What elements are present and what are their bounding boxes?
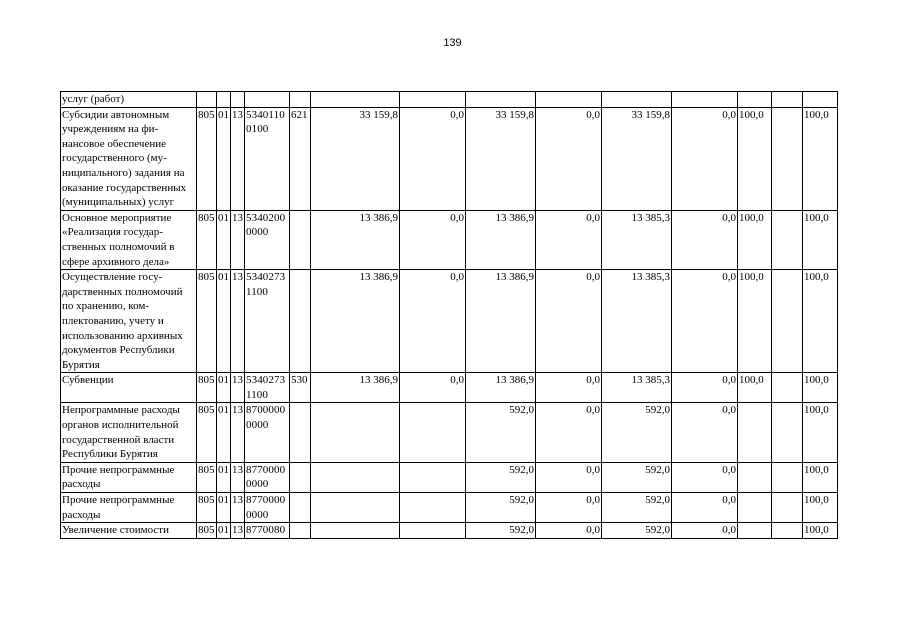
expense-type-code bbox=[290, 523, 311, 539]
amount-cell bbox=[311, 523, 400, 539]
item-name: Прочие непрограммные расходы bbox=[61, 493, 197, 523]
target-article-code: 87000000000 bbox=[245, 403, 290, 462]
amount-cell: 0,0 bbox=[672, 462, 738, 492]
amount-cell bbox=[400, 92, 466, 108]
percent-cell bbox=[772, 373, 803, 403]
amount-cell: 592,0 bbox=[466, 523, 536, 539]
section-code: 01 bbox=[217, 493, 231, 523]
table-row bbox=[61, 107, 838, 210]
amount-cell: 592,0 bbox=[602, 493, 672, 523]
expense-type-code bbox=[290, 462, 311, 492]
item-name: Непрограммные расходы органов исполнительной государственной власти Республики Бурятия bbox=[61, 403, 197, 462]
section-code: 01 bbox=[217, 523, 231, 539]
grbs-code: 805 bbox=[197, 523, 217, 539]
subsection-code: 13 bbox=[231, 493, 245, 523]
amount-cell bbox=[672, 92, 738, 108]
percent-cell bbox=[772, 523, 803, 539]
percent-cell: 100,0 bbox=[803, 462, 838, 492]
target-article-code: 53402731100 bbox=[245, 373, 290, 403]
grbs-code: 805 bbox=[197, 462, 217, 492]
amount-cell: 0,0 bbox=[400, 373, 466, 403]
amount-cell: 13 385,3 bbox=[602, 270, 672, 373]
grbs-code bbox=[197, 92, 217, 108]
budget-table bbox=[60, 91, 838, 539]
item-name: Прочие непрограммные расходы bbox=[61, 462, 197, 492]
amount-cell: 0,0 bbox=[400, 107, 466, 210]
percent-cell: 100,0 bbox=[803, 373, 838, 403]
grbs-code: 805 bbox=[197, 493, 217, 523]
percent-cell bbox=[772, 403, 803, 462]
amount-cell bbox=[311, 403, 400, 462]
amount-cell bbox=[400, 523, 466, 539]
percent-cell: 100,0 bbox=[803, 210, 838, 269]
amount-cell bbox=[311, 493, 400, 523]
amount-cell: 13 385,3 bbox=[602, 373, 672, 403]
amount-cell: 592,0 bbox=[466, 403, 536, 462]
expense-type-code bbox=[290, 493, 311, 523]
grbs-code: 805 bbox=[197, 403, 217, 462]
amount-cell: 0,0 bbox=[536, 373, 602, 403]
grbs-code: 805 bbox=[197, 107, 217, 210]
amount-cell: 0,0 bbox=[672, 373, 738, 403]
amount-cell: 0,0 bbox=[400, 270, 466, 373]
expense-type-code bbox=[290, 210, 311, 269]
amount-cell: 592,0 bbox=[466, 493, 536, 523]
target-article-code bbox=[245, 92, 290, 108]
table-row bbox=[61, 403, 838, 462]
percent-cell bbox=[772, 210, 803, 269]
subsection-code: 13 bbox=[231, 210, 245, 269]
amount-cell: 13 386,9 bbox=[466, 270, 536, 373]
subsection-code: 13 bbox=[231, 403, 245, 462]
amount-cell bbox=[466, 92, 536, 108]
amount-cell: 0,0 bbox=[536, 107, 602, 210]
amount-cell: 0,0 bbox=[536, 403, 602, 462]
amount-cell: 13 386,9 bbox=[311, 210, 400, 269]
amount-cell bbox=[602, 92, 672, 108]
table-row bbox=[61, 493, 838, 523]
percent-cell: 100,0 bbox=[803, 403, 838, 462]
subsection-code bbox=[231, 92, 245, 108]
section-code bbox=[217, 92, 231, 108]
amount-cell: 0,0 bbox=[536, 462, 602, 492]
page-number: 139 bbox=[443, 37, 462, 49]
subsection-code: 13 bbox=[231, 523, 245, 539]
amount-cell: 33 159,8 bbox=[466, 107, 536, 210]
percent-cell bbox=[738, 493, 772, 523]
target-article-code: 53401100100 bbox=[245, 107, 290, 210]
percent-cell: 100,0 bbox=[738, 270, 772, 373]
section-code: 01 bbox=[217, 373, 231, 403]
percent-cell bbox=[772, 270, 803, 373]
percent-cell bbox=[738, 462, 772, 492]
table-row bbox=[61, 92, 838, 108]
target-article-code: 87700000000 bbox=[245, 462, 290, 492]
table-row bbox=[61, 270, 838, 373]
amount-cell: 0,0 bbox=[400, 210, 466, 269]
percent-cell: 100,0 bbox=[803, 523, 838, 539]
amount-cell: 0,0 bbox=[672, 403, 738, 462]
section-code: 01 bbox=[217, 403, 231, 462]
item-name: Субсидии автономным учреждениям на финансовое обеспечение государственного (муниципального) задания на оказание государственных (муниципальных) услуг bbox=[61, 107, 197, 210]
percent-cell: 100,0 bbox=[738, 107, 772, 210]
percent-cell bbox=[772, 92, 803, 108]
target-article-code: 87700000000 bbox=[245, 493, 290, 523]
amount-cell bbox=[311, 92, 400, 108]
subsection-code: 13 bbox=[231, 270, 245, 373]
expense-type-code: 621 bbox=[290, 107, 311, 210]
percent-cell bbox=[772, 107, 803, 210]
subsection-code: 13 bbox=[231, 462, 245, 492]
amount-cell: 13 386,9 bbox=[466, 210, 536, 269]
subsection-code: 13 bbox=[231, 107, 245, 210]
amount-cell: 592,0 bbox=[602, 462, 672, 492]
section-code: 01 bbox=[217, 210, 231, 269]
amount-cell: 13 386,9 bbox=[466, 373, 536, 403]
grbs-code: 805 bbox=[197, 210, 217, 269]
percent-cell: 100,0 bbox=[803, 270, 838, 373]
percent-cell: 100,0 bbox=[803, 107, 838, 210]
expense-type-code bbox=[290, 92, 311, 108]
section-code: 01 bbox=[217, 107, 231, 210]
section-code: 01 bbox=[217, 270, 231, 373]
amount-cell bbox=[536, 92, 602, 108]
amount-cell: 13 386,9 bbox=[311, 373, 400, 403]
percent-cell bbox=[738, 92, 772, 108]
section-code: 01 bbox=[217, 462, 231, 492]
item-name: Увеличение стоимости bbox=[61, 523, 197, 539]
table-row bbox=[61, 462, 838, 492]
expense-type-code: 530 bbox=[290, 373, 311, 403]
amount-cell: 33 159,8 bbox=[602, 107, 672, 210]
amount-cell: 0,0 bbox=[536, 493, 602, 523]
amount-cell: 0,0 bbox=[672, 493, 738, 523]
amount-cell: 0,0 bbox=[536, 210, 602, 269]
amount-cell: 0,0 bbox=[672, 270, 738, 373]
percent-cell: 100,0 bbox=[803, 493, 838, 523]
target-article-code: 53402000000 bbox=[245, 210, 290, 269]
amount-cell bbox=[400, 403, 466, 462]
percent-cell: 100,0 bbox=[738, 373, 772, 403]
amount-cell: 0,0 bbox=[672, 107, 738, 210]
expense-type-code bbox=[290, 270, 311, 373]
amount-cell: 592,0 bbox=[466, 462, 536, 492]
amount-cell: 0,0 bbox=[672, 523, 738, 539]
percent-cell bbox=[772, 493, 803, 523]
percent-cell bbox=[738, 403, 772, 462]
grbs-code: 805 bbox=[197, 373, 217, 403]
target-article-code: 8770080 bbox=[245, 523, 290, 539]
subsection-code: 13 bbox=[231, 373, 245, 403]
item-name: услуг (работ) bbox=[61, 92, 197, 108]
grbs-code: 805 bbox=[197, 270, 217, 373]
amount-cell: 13 385,3 bbox=[602, 210, 672, 269]
table-row bbox=[61, 210, 838, 269]
percent-cell bbox=[772, 462, 803, 492]
amount-cell bbox=[311, 462, 400, 492]
item-name: Основное мероприятие «Реализация государственных полномочий в сфере архивного дела» bbox=[61, 210, 197, 269]
amount-cell: 0,0 bbox=[672, 210, 738, 269]
percent-cell bbox=[803, 92, 838, 108]
expense-type-code bbox=[290, 403, 311, 462]
amount-cell: 592,0 bbox=[602, 523, 672, 539]
table-row bbox=[61, 373, 838, 403]
amount-cell: 33 159,8 bbox=[311, 107, 400, 210]
amount-cell: 0,0 bbox=[536, 523, 602, 539]
item-name: Субвенции bbox=[61, 373, 197, 403]
target-article-code: 53402731100 bbox=[245, 270, 290, 373]
amount-cell bbox=[400, 493, 466, 523]
item-name: Осуществление государственных полномочий по хранению, комплектованию, учету и использованию архивных документов Республики Бурятия bbox=[61, 270, 197, 373]
amount-cell: 592,0 bbox=[602, 403, 672, 462]
amount-cell: 13 386,9 bbox=[311, 270, 400, 373]
percent-cell bbox=[738, 523, 772, 539]
percent-cell: 100,0 bbox=[738, 210, 772, 269]
amount-cell: 0,0 bbox=[536, 270, 602, 373]
amount-cell bbox=[400, 462, 466, 492]
table-row bbox=[61, 523, 838, 539]
